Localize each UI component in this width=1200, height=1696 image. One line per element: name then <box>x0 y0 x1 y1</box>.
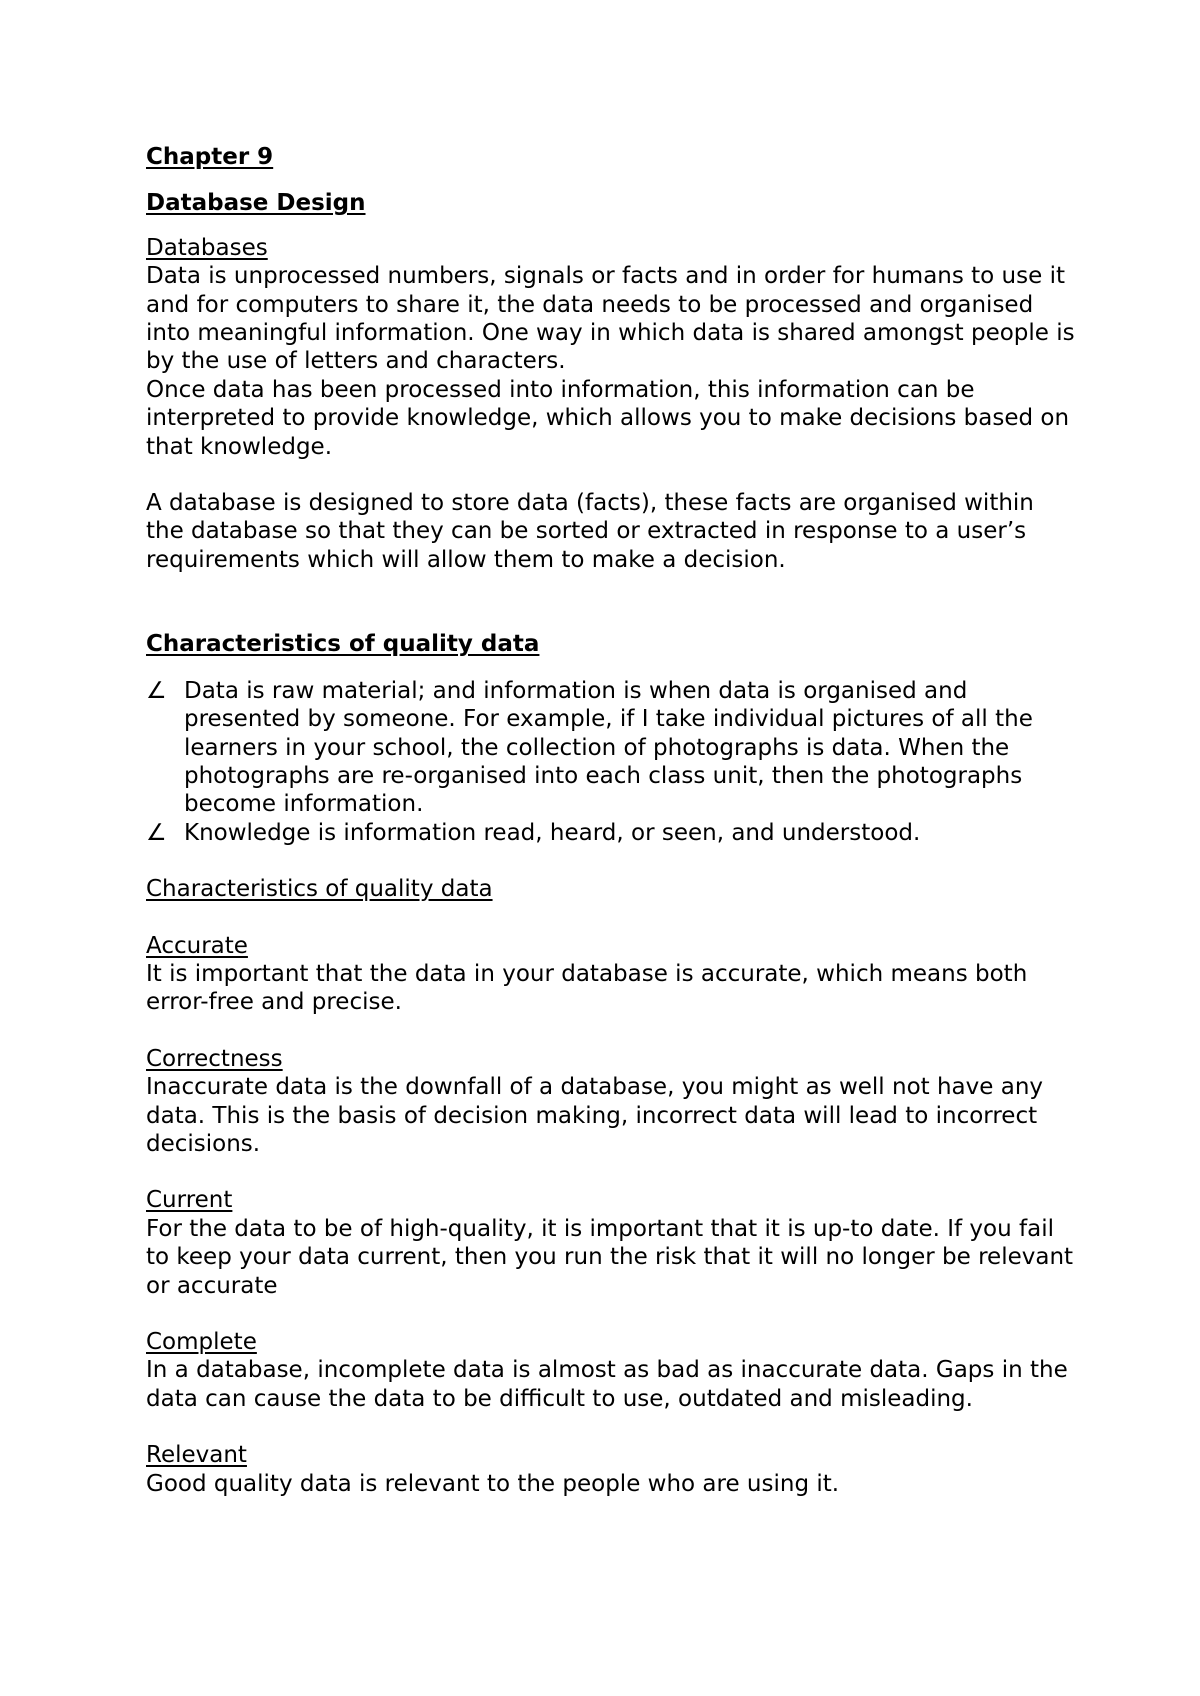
angle-bullet-icon: ∠ <box>146 819 167 846</box>
quality-correctness <box>146 1045 1076 1159</box>
characteristics-bullet-list <box>146 677 1076 847</box>
quality-current <box>146 1186 1076 1300</box>
databases-paragraph-2: Once data has been processed into information, this information can be interpreted to provide knowledge, which allows you to make decisions based on that knowledge. <box>146 376 1070 460</box>
quality-accurate <box>146 932 1076 1017</box>
bullet-text: Knowledge is information read, heard, or seen, and understood. <box>184 819 921 846</box>
section-title: Database Design <box>146 190 366 217</box>
document-page <box>146 143 1076 1498</box>
characteristics-bold-heading: Characteristics of quality data <box>146 631 540 658</box>
bullet-item <box>146 819 1076 847</box>
characteristics-heading: Characteristics of quality data <box>146 876 493 903</box>
quality-heading: Current <box>146 1187 233 1214</box>
quality-heading: Complete <box>146 1329 257 1355</box>
quality-heading: Relevant <box>146 1442 247 1469</box>
quality-relevant <box>146 1441 1076 1498</box>
databases-paragraph-3: A database is designed to store data (facts), these facts are organised within the database so that they can be sorted or extracted in response to a user’s requirements which will allow them to make a decision. <box>146 490 1034 573</box>
quality-text: Inaccurate data is the downfall of a database, you might as well not have any data. This is the basis of decision making, incorrect data will lead to incorrect decisions. <box>146 1074 1044 1157</box>
bullet-text: Data is raw material; and information is when data is organised and presented by someone. For example, if I take individual pictures of all the learners in your school, the collection of photographs is data. When the photographs are re-organised into each class unit, then the photographs become information. <box>184 677 1033 818</box>
quality-text: It is important that the data in your database is accurate, which means both error-free and precise. <box>146 960 1028 1016</box>
chapter-title: Chapter 9 <box>146 144 274 170</box>
spacer <box>146 574 1076 630</box>
bullet-item <box>146 677 1076 819</box>
quality-text: In a database, incomplete data is almost as bad as inaccurate data. Gaps in the data can cause the data to be difficult to use, outdated and misleading. <box>146 1357 1068 1412</box>
angle-bullet-icon: ∠ <box>146 677 167 704</box>
databases-paragraph-1: Data is unprocessed numbers, signals or facts and in order for humans to use it and for computers to share it, the data needs to be processed and organised into meaningful information. One way in which data is shared amongst people is by the use of letters and characters. <box>146 263 1075 375</box>
spacer <box>146 461 1076 489</box>
quality-heading: Accurate <box>146 932 248 959</box>
quality-text: Good quality data is relevant to the people who are using it. <box>146 1470 840 1497</box>
quality-text: For the data to be of high-quality, it is important that it is up-to date. If you fail to keep your data current, then you run the risk that it will no longer be relevant or accurate <box>146 1215 1074 1299</box>
quality-heading: Correctness <box>146 1045 283 1072</box>
quality-complete <box>146 1328 1076 1413</box>
databases-heading: Databases <box>146 234 268 261</box>
